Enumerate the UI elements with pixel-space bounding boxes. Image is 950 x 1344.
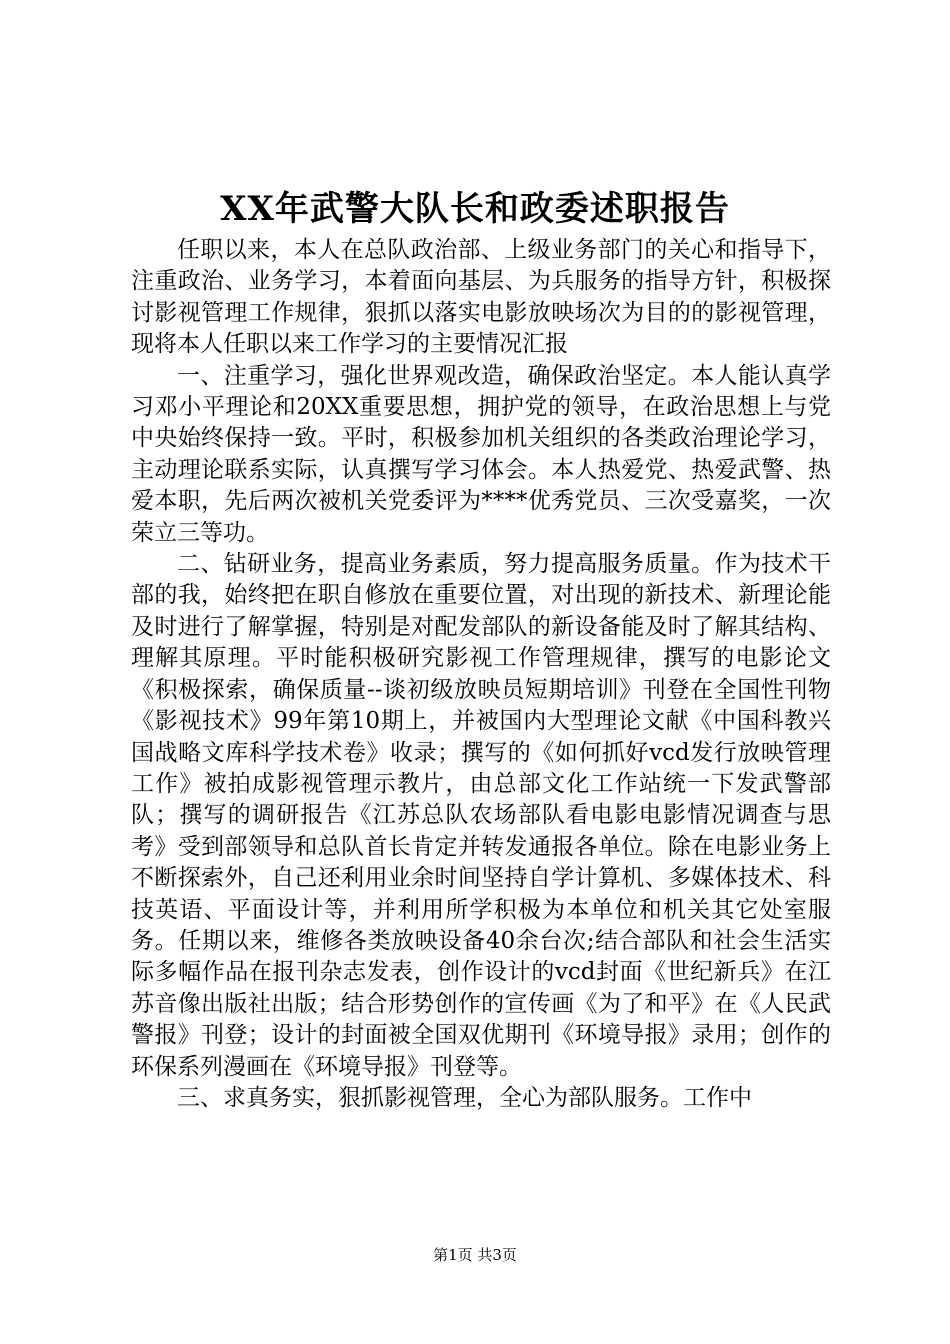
section-one-paragraph: 一、注重学习，强化世界观改造，确保政治坚定。本人能认真学习邓小平理论和20XX重要思想，拥护党的领导，在政治思想上与党中央始终保持一致。平时，积极参加机关组织的各类政治理论学习，主动理论联系实际，认真撰写学习体会。本人热爱党、热爱武警、热爱本职，先后两次被机关党委评为****优秀党员、三次受嘉奖，一次荣立三等功。 (131, 362, 831, 546)
intro-paragraph: 任职以来，本人在总队政治部、上级业务部门的关心和指导下，注重政治、业务学习，本着面向基层、为兵服务的指导方针，积极探讨影视管理工作规律，狠抓以落实电影放映场次为目的的影视管理，现将本人任职以来工作学习的主要情况汇报 (131, 237, 831, 358)
document-title: XX年武警大队长和政委述职报告 (220, 189, 730, 229)
section-two-paragraph: 二、钻研业务，提高业务素质，努力提高服务质量。作为技术干部的我，始终把在职自修放在重要位置，对出现的新技术、新理论能及时进行了解掌握，特别是对配发部队的新设备能及时了解其结构、理解其原理。平时能积极研究影视工作管理规律，撰写的电影论文《积极探索，确保质量--谈初级放映员短期培训》刊登在全国性刊物《影视技术》99年第10期上，并被国内大型理论文献《中国科教兴国战略文库科学技术卷》收录；撰写的《如何抓好vcd发行放映管理工作》被拍成影视管理示教片，由总部文化工作站统一下发武警部队；撰写的调研报告《江苏总队农场部队看电影电影情况调查与思考》受到部领导和总队首长肯定并转发通报各单位。除在电影业务上不断探索外，自己还利用业余时间坚持自学计算机、多媒体技术、科技英语、平面设计等，并利用所学积极为本单位和机关其它处室服务。任期以来，维修各类放映设备40余台次;结合部队和社会生活实际多幅作品在报刊杂志发表，创作设计的vcd封面《世纪新兵》在江苏音像出版社出版；结合形势创作的宣传画《为了和平》在《人民武警报》刊登；设计的封面被全国双优期刊《环境导报》录用；创作的环保系列漫画在《环境导报》刊登等。 (131, 551, 831, 1080)
page-number-footer: 第1页 共3页 (433, 1246, 517, 1264)
document-body (131, 235, 831, 1114)
section-three-paragraph: 三、求真务实，狠抓影视管理，全心为部队服务。工作中 (177, 1084, 752, 1111)
